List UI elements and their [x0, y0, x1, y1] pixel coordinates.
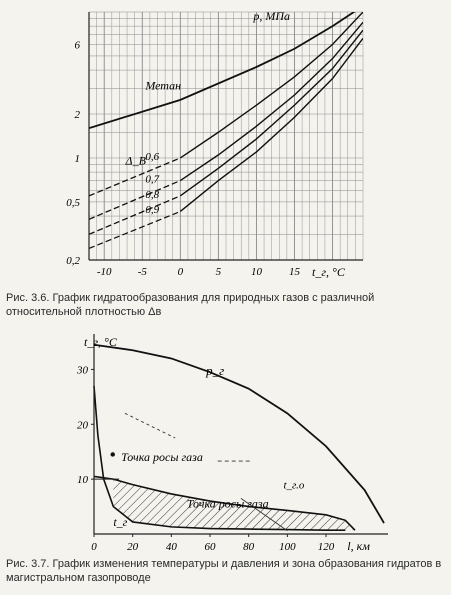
- rel-density-label: 0,6: [145, 150, 160, 163]
- x-tick-label: 20: [127, 541, 139, 553]
- dew-point-label-lower: Точка росы газа: [186, 496, 269, 511]
- x-tick-label: -10: [96, 266, 112, 278]
- figure-3-7-caption: Рис. 3.7. График изменения температуры и давления и зона образования гидратов в магистральном газопроводе: [6, 558, 442, 584]
- y-tick-label: 2: [74, 109, 80, 122]
- x-axis-label: l, км: [347, 539, 370, 553]
- x-axis-label: t_г, °C: [312, 265, 345, 279]
- dew-point-label-upper: Точка росы газа: [121, 450, 203, 465]
- x-tick-label: 60: [204, 541, 216, 553]
- x-tick-label: 40: [165, 541, 177, 553]
- dew-point-dot: [111, 452, 115, 456]
- rel-density-label: 0,7: [145, 173, 160, 186]
- x-tick-label: 10: [250, 266, 262, 278]
- x-tick-label: 5: [215, 266, 222, 278]
- hydrate-temp-label: t_г.о: [283, 479, 305, 492]
- x-tick-label: -5: [137, 266, 147, 278]
- pressure-label: p_г: [206, 362, 225, 378]
- y-tick-label: 0,2: [66, 255, 80, 267]
- rel-density-label: 0,8: [145, 189, 160, 202]
- x-tick-label: 100: [279, 541, 296, 553]
- x-tick-label: 0: [177, 266, 184, 278]
- rel-density-label: 0,9: [145, 203, 160, 216]
- x-tick-label: 80: [243, 541, 255, 553]
- x-tick-label: 15: [289, 266, 300, 278]
- y-tick-label: 10: [77, 474, 88, 487]
- figure-3-6-caption: Рис. 3.6. График гидратообразования для природных газов с различной относительной плотностью Δв: [6, 292, 375, 318]
- y-tick-label: 0,5: [66, 196, 80, 209]
- gas-temp-label: t_г: [113, 514, 128, 529]
- x-tick-label: 0: [91, 541, 97, 553]
- x-tick-label: 120: [317, 541, 335, 553]
- delta-symbol: Δ_В: [125, 153, 146, 168]
- methane-label: Метан: [145, 78, 182, 93]
- y-axis-label: t_г, °C: [84, 335, 117, 349]
- y-tick-label: 6: [74, 39, 80, 52]
- y-axis-label: p, МПа: [253, 9, 291, 23]
- y-tick-label: 20: [77, 419, 88, 432]
- y-tick-label: 30: [77, 364, 88, 377]
- dew-leader-upper: [125, 413, 175, 438]
- y-tick-label: 1: [74, 152, 80, 165]
